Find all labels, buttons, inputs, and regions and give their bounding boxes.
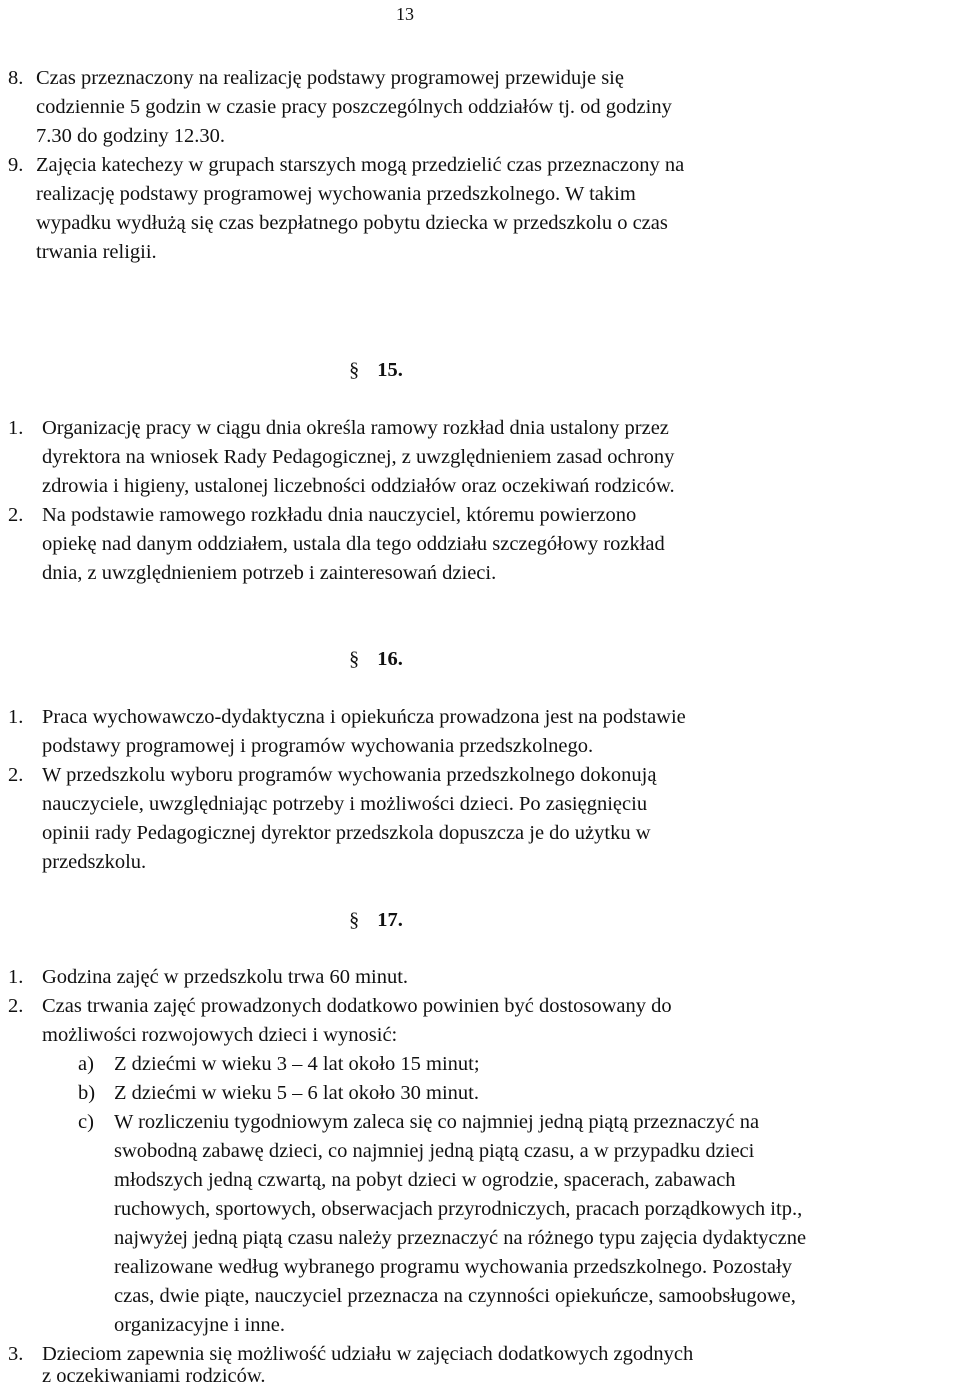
text-line: Na podstawie ramowego rozkładu dnia nauczyciel, któremu powierzono	[42, 504, 637, 526]
item-number: 3.	[8, 1343, 24, 1365]
text-line: możliwości rozwojowych dzieci i wynosić:	[42, 1024, 398, 1046]
section-symbol: §	[349, 359, 360, 381]
text-line: Zajęcia katechezy w grupach starszych mogą przedzielić czas przeznaczony na	[36, 154, 685, 176]
section-symbol: §	[349, 648, 360, 670]
text-line: dyrektora na wniosek Rady Pedagogicznej, z uwzględnieniem zasad ochrony	[42, 446, 675, 468]
text-line: opiekę nad danym oddziałem, ustala dla tego oddziału szczegółowy rozkład	[42, 533, 665, 555]
text-line: z oczekiwaniami rodziców.	[42, 1365, 266, 1387]
text-line: przedszkolu.	[42, 851, 147, 873]
text-line: ruchowych, sportowych, obserwacjach przyrodniczych, pracach porządkowych itp.,	[114, 1198, 803, 1220]
text-line: wypadku wydłużą się czas bezpłatnego pobytu dziecka w przedszkolu o czas	[36, 212, 668, 234]
text-line: dnia, z uwzględnieniem potrzeb i zainteresowań dzieci.	[42, 562, 497, 584]
text-line: podstawy programowej i programów wychowania przedszkolnego.	[42, 735, 594, 757]
section-heading	[349, 356, 403, 384]
item-number: 8.	[8, 67, 24, 89]
text-line: codziennie 5 godzin w czasie pracy poszczególnych oddziałów tj. od godziny	[36, 96, 672, 118]
item-number: 2.	[8, 995, 24, 1017]
section-number: 16.	[377, 648, 403, 670]
text-line: Praca wychowawczo-dydaktyczna i opiekuńcza prowadzona jest na podstawie	[42, 706, 686, 728]
text-line: opinii rady Pedagogicznej dyrektor przedszkola dopuszcza je do użytku w	[42, 822, 651, 844]
text-line: Z dziećmi w wieku 5 – 6 lat około 30 minut.	[114, 1082, 479, 1104]
section-symbol: §	[349, 909, 360, 931]
text-line: Czas przeznaczony na realizację podstawy programowej przewiduje się	[36, 67, 624, 89]
subitem-letter: a)	[78, 1053, 94, 1075]
item-number: 1.	[8, 966, 24, 988]
text-line: Godzina zajęć w przedszkolu trwa 60 minut.	[42, 966, 409, 988]
section-number: 15.	[377, 359, 403, 381]
text-line: W rozliczeniu tygodniowym zaleca się co najmniej jedną piątą przeznaczyć na	[114, 1111, 760, 1133]
item-number: 9.	[8, 154, 24, 176]
text-line: młodszych jedną czwartą, na pobyt dzieci w ogrodzie, spacerach, zabawach	[114, 1169, 736, 1191]
page-number: 13	[396, 4, 414, 24]
text-line: nauczyciele, uwzględniając potrzeby i możliwości dzieci. Po zasięgnięciu	[42, 793, 648, 815]
item-number: 2.	[8, 764, 24, 786]
text-line: Z dziećmi w wieku 3 – 4 lat około 15 minut;	[114, 1053, 480, 1075]
section-heading	[349, 906, 403, 934]
text-line: Czas trwania zajęć prowadzonych dodatkowo powinien być dostosowany do	[42, 995, 672, 1017]
text-line: Dzieciom zapewnia się możliwość udziału w zajęciach dodatkowych zgodnych	[42, 1343, 694, 1365]
text-line: Organizację pracy w ciągu dnia określa ramowy rozkład dnia ustalony przez	[42, 417, 669, 439]
section-heading	[349, 645, 403, 673]
text-line: organizacyjne i inne.	[114, 1314, 285, 1336]
text-line: swobodną zabawę dzieci, co najmniej jedną piątą czasu, a w przypadku dzieci	[114, 1140, 755, 1162]
text-line: realizację podstawy programowej wychowania przedszkolnego. W takim	[36, 183, 636, 205]
text-line: W przedszkolu wyboru programów wychowania przedszkolnego dokonują	[42, 764, 657, 786]
item-number: 1.	[8, 706, 24, 728]
item-number: 2.	[8, 504, 24, 526]
subitem-letter: b)	[78, 1082, 96, 1104]
text-line: 7.30 do godziny 12.30.	[36, 125, 226, 147]
subitem-letter: c)	[78, 1111, 94, 1133]
item-number: 1.	[8, 417, 24, 439]
text-line: realizowane według wybranego programu wychowania przedszkolnego. Pozostały	[114, 1256, 792, 1278]
section-number: 17.	[377, 909, 403, 931]
text-line: czas, dwie piąte, nauczyciel przeznacza na czynności opiekuńcze, samoobsługowe,	[114, 1285, 796, 1307]
text-line: najwyżej jedną piątą czasu należy przeznaczyć na różnego typu zajęcia dydaktyczne	[114, 1227, 807, 1249]
text-line: trwania religii.	[36, 241, 157, 263]
text-line: zdrowia i higieny, ustalonej liczebności oddziałów oraz oczekiwań rodziców.	[42, 475, 675, 497]
